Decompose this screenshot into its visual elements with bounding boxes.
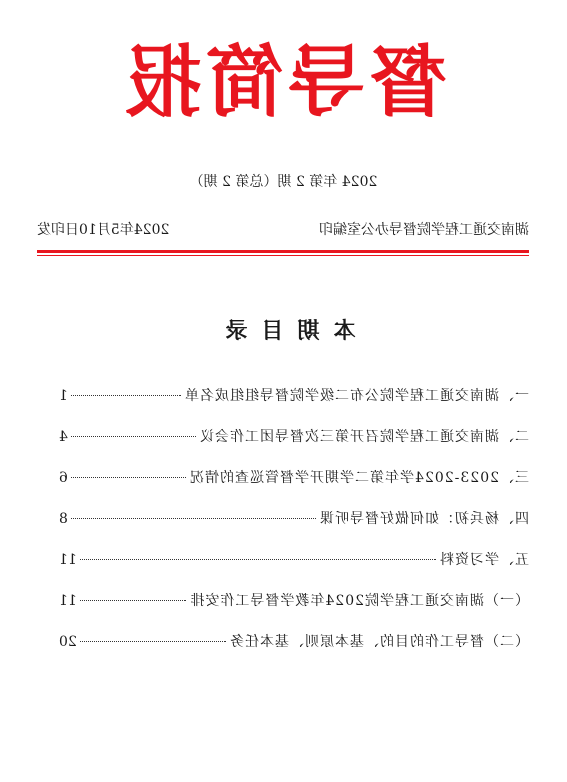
dot-leader	[80, 559, 436, 560]
dot-leader	[71, 395, 181, 396]
toc-item-page: 11	[59, 593, 77, 609]
toc-item-page: 4	[59, 429, 68, 445]
table-of-contents	[59, 386, 529, 673]
toc-item-label: 一、湖南交通工程学院公布二级学院督导组组成名单	[184, 388, 529, 404]
toc-item[interactable]	[59, 550, 529, 591]
toc-item[interactable]	[59, 509, 529, 550]
publication-meta	[37, 220, 529, 240]
toc-item[interactable]	[59, 632, 529, 673]
dot-leader	[71, 436, 196, 437]
toc-item[interactable]	[59, 427, 529, 468]
dot-leader	[80, 600, 187, 601]
toc-item-label: （一）湖南交通工程学院2024年教学督导工作安排	[189, 593, 529, 609]
toc-item[interactable]	[59, 468, 529, 509]
toc-item-label: 五、学习资料	[439, 552, 529, 568]
toc-item-page: 11	[59, 552, 77, 568]
header-rule-thin	[37, 255, 529, 256]
toc-item-label: 二、湖南交通工程学院召开第三次督导团工作会议	[199, 429, 529, 445]
toc-item-label: 三、2023-2024学年第二学期开学督管巡查的情况	[189, 470, 529, 486]
toc-item-page: 8	[59, 511, 68, 527]
toc-item-label: （二）督导工作的目的、基本原则、基本任务	[229, 634, 529, 650]
toc-item-page: 1	[59, 388, 68, 404]
dot-leader	[71, 477, 186, 478]
toc-item[interactable]	[59, 386, 529, 427]
dot-leader	[80, 641, 226, 642]
toc-item-label: 四、杨兵初：如何做好督导听课	[319, 511, 529, 527]
publisher: 湖南交通工程学院督导办公室编印	[319, 222, 529, 238]
toc-item-page: 20	[59, 634, 77, 650]
toc-item[interactable]	[59, 591, 529, 632]
issue-line: 2024 年第 2 期（总第 2 期）	[189, 174, 378, 190]
header-rule-thick	[37, 250, 529, 253]
toc-title: 本期目录	[211, 319, 356, 344]
print-date: 2024年5月10日印发	[37, 222, 170, 238]
masthead-title: 督导简报	[119, 38, 448, 128]
toc-item-page: 6	[59, 470, 68, 486]
dot-leader	[71, 518, 316, 519]
